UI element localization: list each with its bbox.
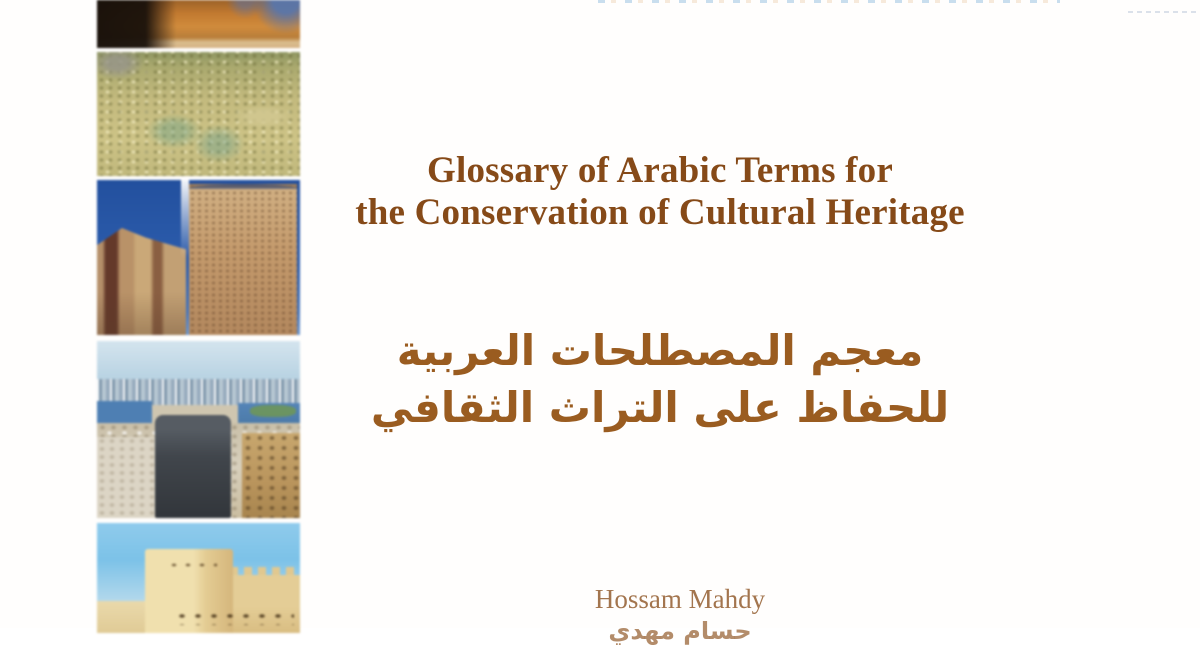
light-ruin-layer xyxy=(97,437,157,518)
photo-kasbah-fortress xyxy=(97,0,300,48)
author-name-arabic-cropped: حسام مهدي xyxy=(608,617,752,645)
cropped-top-text-artifact-right xyxy=(1128,11,1198,13)
cropped-top-text-artifact xyxy=(598,0,1060,3)
title-english-line2: the Conservation of Cultural Heritage xyxy=(355,192,965,233)
title-arabic xyxy=(160,322,1160,436)
title-arabic-line2: للحفاظ على التراث الثقافي xyxy=(370,383,950,432)
title-english-line1: Glossary of Arabic Terms for xyxy=(426,150,893,191)
title-arabic-line1: معجم المصطلحات العربية xyxy=(396,326,924,375)
left-wall-layer xyxy=(97,601,149,633)
author-name: Hossam Mahdy xyxy=(594,584,766,614)
tan-buildings-layer xyxy=(242,433,300,518)
title-english xyxy=(160,150,1160,234)
tower-windows-layer xyxy=(167,561,217,569)
photo-strip xyxy=(97,0,300,628)
